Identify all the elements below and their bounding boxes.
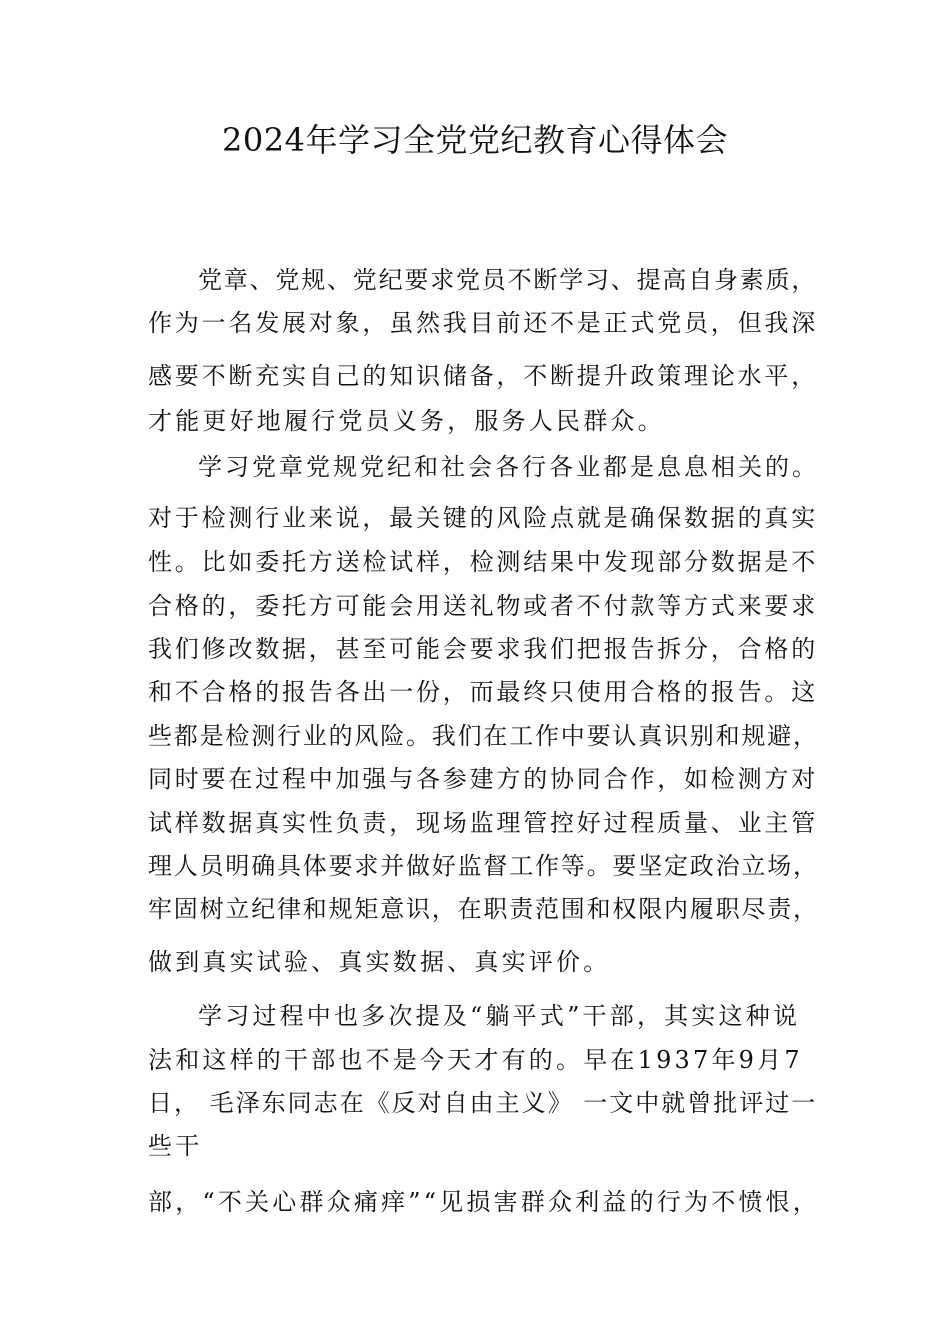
paragraph-1-line-1: 党章、党规、党纪要求党员不断学习、提高自身素质， <box>198 266 818 294</box>
paragraph-2-line-5: 我们修改数据，甚至可能会要求我们把报告拆分，合格的 <box>148 635 818 663</box>
paragraph-3-line-2: 法和这样的干部也不是今天才有的。早在1937年9月7 <box>148 1046 803 1074</box>
paragraph-2-line-10: 理人员明确具体要求并做好监督工作等。要坚定政治立场， <box>148 852 819 880</box>
paragraph-1-line-2: 作为一名发展对象，虽然我目前还不是正式党员，但我深 <box>148 309 818 337</box>
paragraph-1-line-4: 才能更好地履行党员义务，服务人民群众。 <box>148 407 665 435</box>
paragraph-2-line-12: 做到真实试验、真实数据、真实评价。 <box>148 948 611 976</box>
paragraph-2-line-6: 和不合格的报告各出一份，而最终只使用合格的报告。这 <box>148 678 818 706</box>
paragraph-2-line-11: 牢固树立纪律和规矩意识，在职责范围和权限内履职尽责， <box>148 895 819 923</box>
paragraph-2-line-7: 些都是检测行业的风险。我们在工作中要认真识别和规避， <box>148 722 819 750</box>
paragraph-1-line-3: 感要不断充实自己的知识储备，不断提升政策理论水平， <box>148 362 818 390</box>
paragraph-2-line-8: 同时要在过程中加强与各参建方的协同合作，如检测方对 <box>148 765 818 793</box>
paragraph-2-line-9: 试样数据真实性负责，现场监理管控好过程质量、业主管 <box>148 809 818 837</box>
paragraph-3-line-5: 部，“不关心群众痛痒”“见损害群众利益的行为不愤恨， <box>148 1188 821 1216</box>
document-title: 2024年学习全党党纪教育心得体会 <box>222 121 728 159</box>
paragraph-3-line-4: 些干 <box>148 1132 203 1160</box>
paragraph-3-line-1: 学习过程中也多次提及“躺平式”干部，其实这种说 <box>198 1002 801 1030</box>
paragraph-2-line-4: 合格的，委托方可能会用送礼物或者不付款等方式来要求 <box>148 592 818 620</box>
paragraph-3-line-3: 日， 毛泽东同志在《反对自由主义》 一文中就曾批评过一 <box>148 1089 818 1117</box>
paragraph-2-line-2: 对于检测行业来说，最关键的风险点就是确保数据的真实 <box>148 504 818 532</box>
paragraph-2-line-1: 学习党章党规党纪和社会各行各业都是息息相关的。 <box>198 453 819 481</box>
paragraph-2-line-3: 性。比如委托方送检试样，检测结果中发现部分数据是不 <box>148 548 818 576</box>
